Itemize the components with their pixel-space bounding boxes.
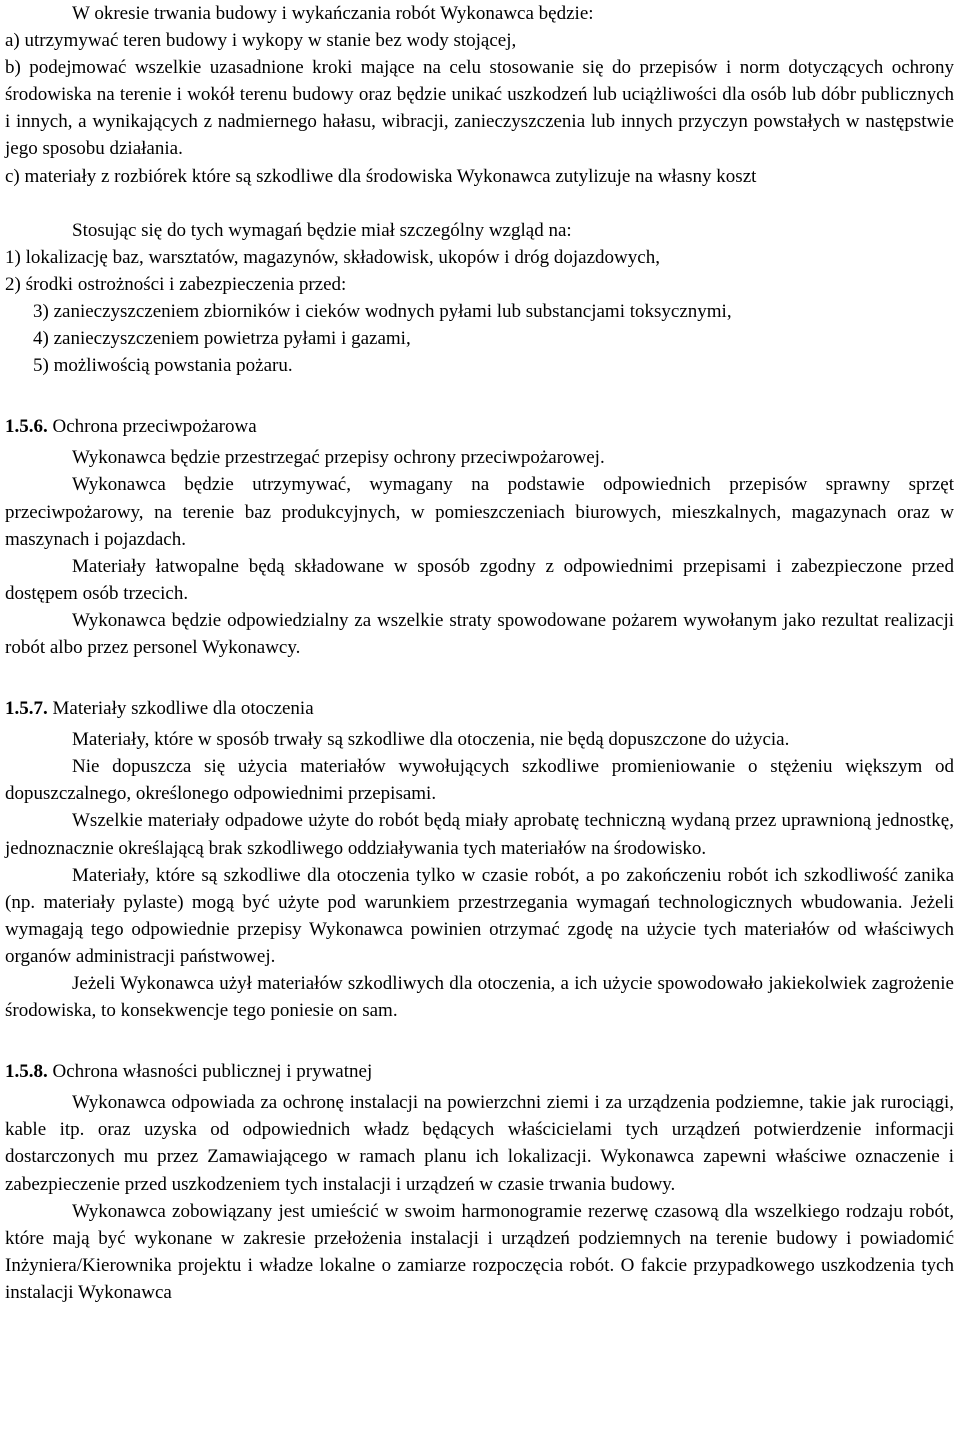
section-paragraph: Wykonawca zobowiązany jest umieścić w swoim harmonogramie rezerwę czasową dla wszelkiego rodzaju robót, które mają być wykonane w zakresie przełożenia instalacji i urządzeń podziemnych na terenie budowy i powiadomić Inżyniera/Kierownika projektu i władze lokalne o zamiarze rozpoczęcia robót. O fakcie przypadkowego uszkodzenia tych instalacji Wykonawca <box>5 1200 954 1303</box>
section-paragraph: Nie dopuszcza się użycia materiałów wywołujących szkodliwe promieniowanie o stężeniu większym od dopuszczalnego, określonego odpowiednimi przepisami. <box>5 756 954 805</box>
requirement-item-2: 2) środki ostrożności i zabezpieczenia przed: <box>5 273 347 295</box>
section-heading <box>5 413 954 440</box>
section-heading <box>5 695 954 722</box>
requirements-lead: Stosując się do tych wymagań będzie miał szczególny wzgląd na: <box>72 219 572 241</box>
intro-item-b: b) podejmować wszelkie uzasadnione kroki mające na celu stosowanie się do przepisów i norm dotyczących ochrony środowiska na terenie i wokół terenu budowy oraz będzie unikać uszkodzeń lub uciążliwości dla osób lub dóbr publicznych i innych, a wynikających z nadmiernego hałasu, wibracji, zanieczyszczenia lub innych przyczyn powstałych w następstwie jego sposobu działania. <box>5 57 954 160</box>
section-heading <box>5 1058 954 1085</box>
spacer <box>5 661 954 695</box>
section-paragraph: Wykonawca będzie odpowiedzialny za wszelkie straty spowodowane pożarem wywołanym jako rezultat realizacji robót albo przez personel Wykonawcy. <box>5 609 954 658</box>
section-number: 1.5.7. <box>5 698 48 720</box>
spacer <box>5 379 954 413</box>
intro-item-c: c) materiały z rozbiórek które są szkodliwe dla środowiska Wykonawca zutylizuje na własny koszt <box>5 165 757 187</box>
spacer <box>5 1024 954 1058</box>
section-title: Materiały szkodliwe dla otoczenia <box>52 698 314 720</box>
section-number: 1.5.8. <box>5 1061 48 1083</box>
intro-text: W okresie trwania budowy i wykańczania robót Wykonawca będzie: <box>72 3 594 24</box>
section-title: Ochrona przeciwpożarowa <box>52 416 257 438</box>
section-paragraph: Wykonawca odpowiada za ochronę instalacji na powierzchni ziemi i za urządzenia podziemne, takie jak rurociągi, kable itp. oraz uzyska od odpowiednich władz będących właścicielami tych urządzeń potwierdzenie informacji dostarczonych mu przez Zamawiającego w ramach planu ich lokalizacji. Wykonawca zapewni właściwe oznaczenie i zabezpieczenie przed uszkodzeniem tych instalacji i urządzeń w czasie trwania budowy. <box>5 1092 954 1195</box>
spacer <box>5 190 954 217</box>
intro-item-a: a) utrzymywać teren budowy i wykopy w stanie bez wody stojącej, <box>5 30 517 52</box>
section-paragraph: Wszelkie materiały odpadowe użyte do robót będą miały aprobatę techniczną wydaną przez uprawnioną jednostkę, jednoznacznie określającą brak szkodliwego oddziaływania tych materiałów na środowisko. <box>5 810 954 859</box>
section-title: Ochrona własności publicznej i prywatnej <box>52 1061 373 1083</box>
section-paragraph: Materiały, które w sposób trwały są szkodliwe dla otoczenia, nie będą dopuszczone do użycia. <box>72 729 790 751</box>
section-paragraph: Jeżeli Wykonawca użył materiałów szkodliwych dla otoczenia, a ich użycie spowodowało jakiekolwiek zagrożenie środowiska, to konsekwencje tego poniesie on sam. <box>5 973 954 1022</box>
requirement-item-4: 4) zanieczyszczeniem powietrza pyłami i gazami, <box>33 328 411 350</box>
section-paragraph: Wykonawca będzie utrzymywać, wymagany na podstawie odpowiednich przepisów sprawny sprzęt przeciwpożarowy, na terenie baz produkcyjnych, w pomieszczeniach biurowych, mieszkalnych, magazynach oraz w maszynach i pojazdach. <box>5 474 954 550</box>
requirement-item-1: 1) lokalizację baz, warsztatów, magazynów, składowisk, ukopów i dróg dojazdowych, <box>5 246 660 268</box>
requirement-item-5: 5) możliwością powstania pożaru. <box>33 355 293 377</box>
section-paragraph: Materiały łatwopalne będą składowane w sposób zgodny z odpowiednimi przepisami i zabezpieczone przed dostępem osób trzecich. <box>5 555 954 604</box>
section-paragraph: Wykonawca będzie przestrzegać przepisy ochrony przeciwpożarowej. <box>72 447 605 469</box>
section-paragraph: Materiały, które są szkodliwe dla otoczenia tylko w czasie robót, a po zakończeniu robót ich szkodliwość zanika (np. materiały pylaste) mogą być użyte pod warunkiem przestrzegania wymagań technologicznych wbudowania. Jeżeli wymagają tego odpowiednie przepisy Wykonawca powinien otrzymać zgodę na użycie tych materiałów od właściwych organów administracji państwowej. <box>5 864 954 967</box>
section-number: 1.5.6. <box>5 416 48 438</box>
requirement-item-3: 3) zanieczyszczeniem zbiorników i cieków wodnych pyłami lub substancjami toksycznymi, <box>33 300 732 322</box>
